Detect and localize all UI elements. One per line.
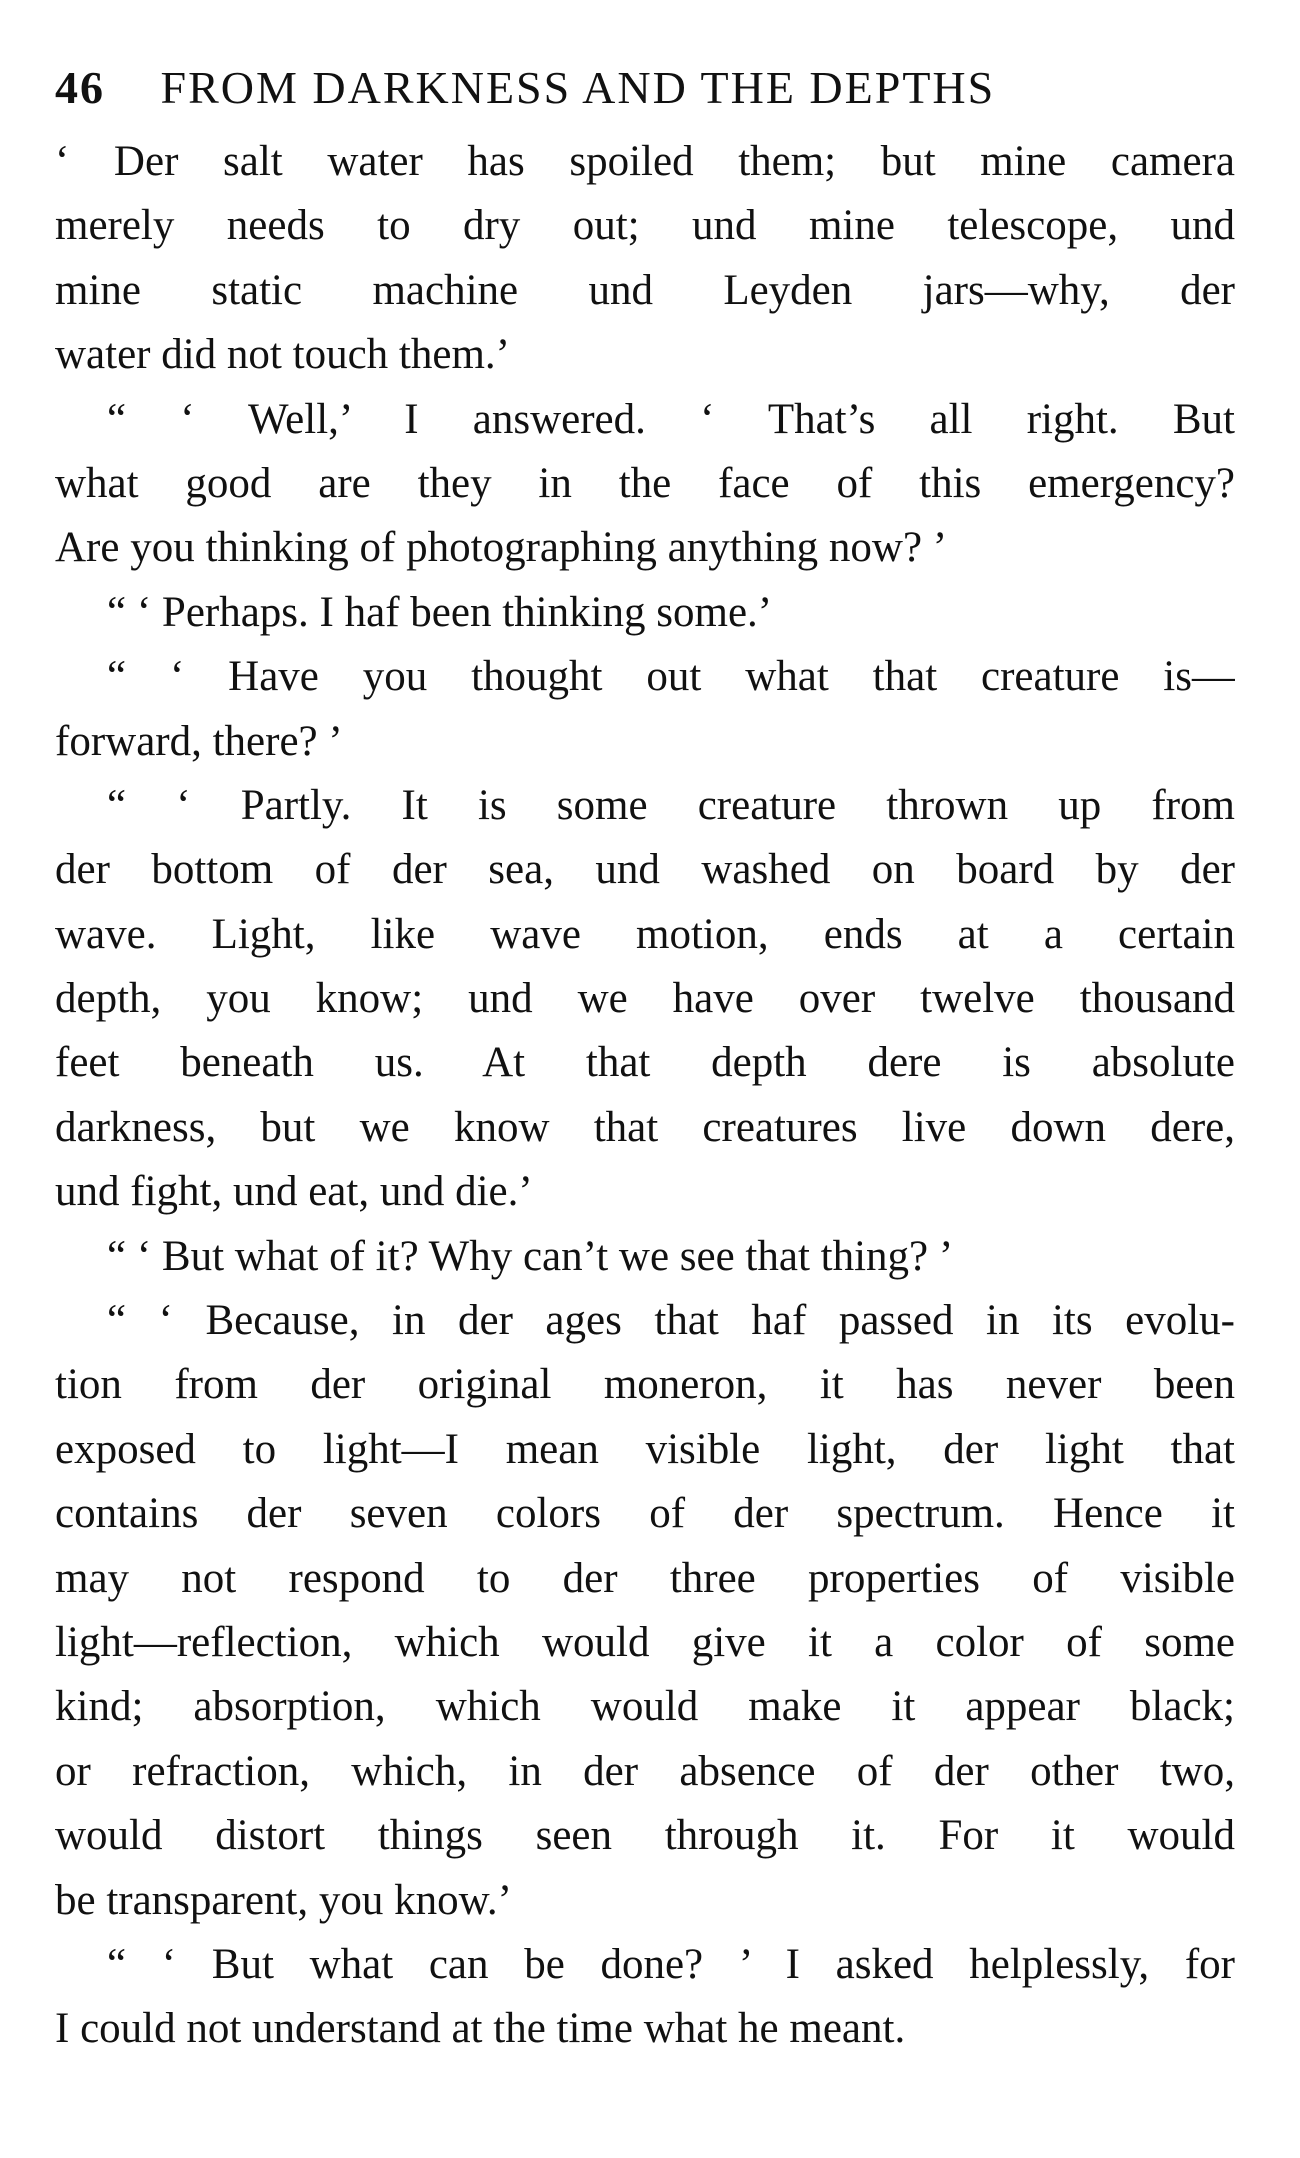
page-number: 46	[55, 62, 105, 113]
text-line: “ ‘ Perhaps. I haf been thinking some.’	[107, 588, 773, 636]
text-line: darkness, but we know that creatures live down dere,	[55, 1103, 1235, 1151]
text-line: what good are they in the face of this emergency?	[55, 459, 1235, 507]
text-line: ‘ Der salt water has spoiled them; but mine camera	[55, 138, 1235, 185]
text-line: feet beneath us. At that depth dere is absolute	[55, 1039, 1235, 1087]
text-line: “ ‘ Partly. It is some creature thrown up from	[107, 781, 1235, 829]
text-line: mine static machine und Leyden jars—why, der	[55, 266, 1235, 314]
text-line: be transparent, you know.’	[55, 1876, 512, 1924]
text-line: “ ‘ Have you thought out what that creature is—	[107, 653, 1235, 701]
text-line: exposed to light—I mean visible light, der light that	[55, 1425, 1235, 1473]
text-line: und fight, und eat, und die.’	[55, 1168, 533, 1216]
text-line: “ ‘ But what of it? Why can’t we see that thing? ’	[107, 1232, 954, 1280]
text-line: contains der seven colors of der spectrum. Hence it	[55, 1490, 1235, 1538]
running-head	[55, 52, 1235, 124]
body-text	[55, 130, 1235, 2062]
book-page	[55, 52, 1235, 2062]
text-line: I could not understand at the time what he meant.	[55, 2005, 906, 2053]
running-title: FROM DARKNESS AND THE DEPTHS	[160, 62, 996, 113]
text-line: kind; absorption, which would make it appear black;	[55, 1683, 1235, 1731]
text-line: “ ‘ Because, in der ages that haf passed in its evolu-	[107, 1297, 1235, 1345]
text-line: forward, there? ’	[55, 717, 343, 765]
text-line: or refraction, which, in der absence of der other two,	[55, 1747, 1235, 1795]
text-line: may not respond to der three properties of visible	[55, 1554, 1235, 1602]
text-line: water did not touch them.’	[55, 331, 510, 379]
text-line: light—reflection, which would give it a color of some	[55, 1618, 1235, 1666]
text-line: depth, you know; und we have over twelve thousand	[55, 975, 1235, 1023]
text-line: Are you thinking of photographing anything now? ’	[55, 524, 948, 572]
text-line: wave. Light, like wave motion, ends at a certain	[55, 910, 1235, 958]
text-line: der bottom of der sea, und washed on board by der	[55, 846, 1235, 894]
text-line: “ ‘ Well,’ I answered. ‘ That’s all right. But	[107, 395, 1235, 443]
text-line: tion from der original moneron, it has never been	[55, 1361, 1235, 1409]
text-line: would distort things seen through it. For it would	[55, 1812, 1235, 1860]
text-line: “ ‘ But what can be done? ’ I asked helplessly, for	[107, 1940, 1235, 1988]
text-line: merely needs to dry out; und mine telescope, und	[55, 202, 1235, 250]
